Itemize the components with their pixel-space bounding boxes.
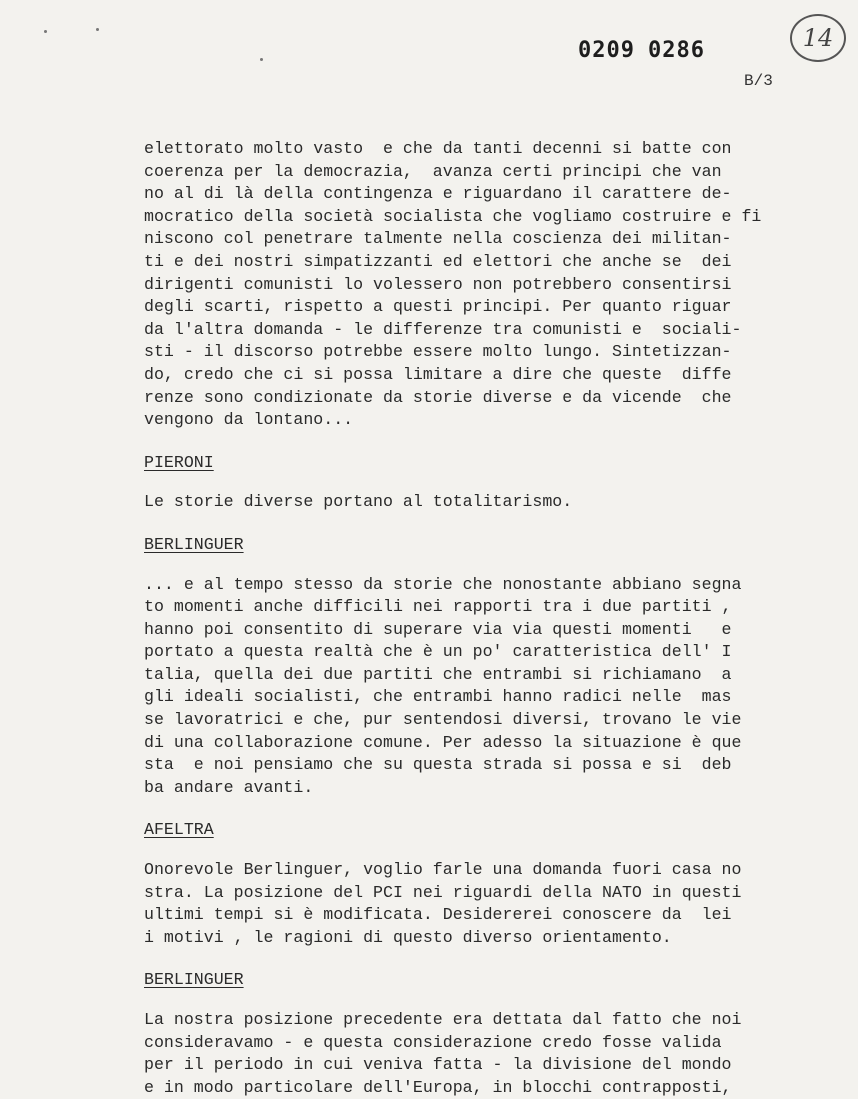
scan-speck [96,28,99,31]
speaker-label-berlinguer: BERLINGUER [144,970,244,990]
paragraph-berlinguer-answer: ... e al tempo stesso da storie che nonostante abbiano segna to momenti anche difficili nei rapporti tra i due partiti , hanno poi consentito di superare via via questi momenti e portato a questa realtà che è un po' caratteristica dell' I talia, quella dei due partiti che entrambi si richiamano a gli ideali socialisti, che entrambi hanno radici nelle mas se lavoratrici e che, pur sentendosi diversi, trovano le vie di una collaborazione comune. Per adesso la situazione è que sta e noi pensiamo che su questa strada si possa e si deb ba andare avanti. [144,574,742,797]
paragraph-pieroni-remark: Le storie diverse portano al totalitarismo. [144,492,573,512]
scan-speck [44,30,47,33]
speaker-label-afeltra: AFELTRA [144,820,214,840]
circled-page-number: 14 [790,14,846,62]
paragraph-berlinguer-nato-answer: La nostra posizione precedente era dettata dal fatto che noi consideravamo - e questa considerazione credo fosse valida per il periodo in cui veniva fatta - la divisione del mondo e in modo particolare dell'Europa, in blocchi contrapposti, [144,1010,742,1097]
archive-number-secondary: 0286 [648,38,705,63]
transcript-body [144,138,794,1099]
paragraph-answer-continued: elettorato molto vasto e che da tanti decenni si batte con coerenza per la democrazia, avanza certi principi che van no al di là della contingenza e riguardano il carattere de- mocratico della società socialista che vogliamo costruire e fi niscono col penetrare talmente nella coscienza dei militan- ti e dei nostri simpatizzanti ed elettori che anche se dei dirigenti comunisti lo volessero non potrebbero consentirsi degli scarti, rispetto a questi principi. Per quanto riguar da l'altra domanda - le differenze tra comunisti e sociali- sti - il discorso potrebbe essere molto lungo. Sintetizzan- do, credo che ci si possa limitare a dire che queste diffe renze sono condizionate da storie diverse e da vicende che vengono da lontano... [144,139,762,430]
scan-speck [260,58,263,61]
page-reference: B/3 [744,72,773,90]
paragraph-afeltra-question: Onorevole Berlinguer, voglio farle una domanda fuori casa no stra. La posizione del PCI nei riguardi della NATO in questi ultimi tempi si è modificata. Desidererei conoscere da lei i motivi , le ragioni di questo diverso orientamento. [144,860,742,947]
archive-number-primary: 0209 [578,38,635,63]
speaker-label-berlinguer: BERLINGUER [144,534,244,554]
speaker-label-pieroni: PIERONI [144,452,214,472]
